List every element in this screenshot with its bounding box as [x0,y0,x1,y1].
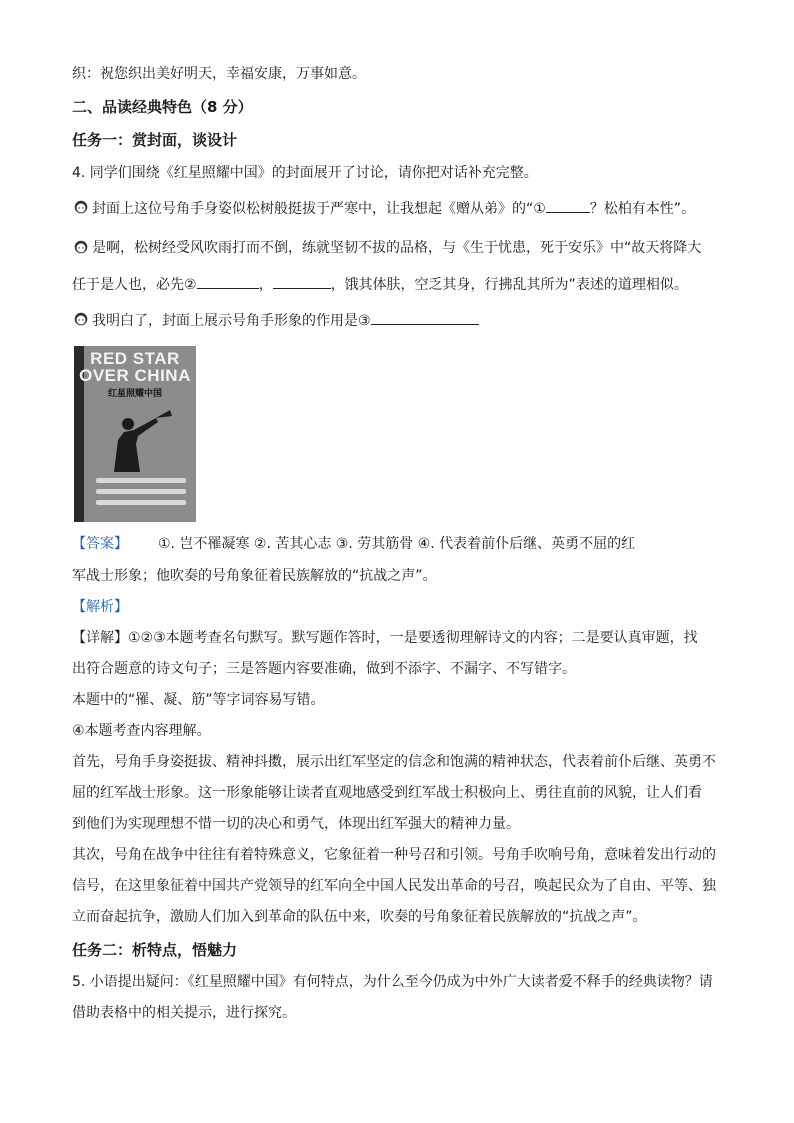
answer-blank-1[interactable] [546,198,590,213]
task-heading: 任务一：赏封面，谈设计 [72,131,238,149]
cover-title-line: RED STAR [90,349,180,368]
dialogue-text: 封面上这位号角手身姿似松树般挺拔于严寒中，让我想起《赠从弟》的“① [92,201,546,217]
dialogue-text: 我明白了，封面上展示号角手形象的作用是③ [92,313,371,329]
paragraph-line: 首先，号角手身姿挺拔、精神抖擞，展示出红军坚定的信念和饱满的精神状态，代表着前仆后继、英勇不 [72,754,716,770]
dialogue-text: ？松柏有本性”。 [589,201,696,217]
answer-blank-3[interactable] [273,274,331,289]
paragraph-line: 立而奋起抗争，激励人们加入到革命的队伍中来，吹奏的号角象征着民族解放的“抗战之声”。 [72,909,647,925]
dialogue-text: ， [258,277,273,293]
paragraph-line: 屈的红军战士形象。这一形象能够让读者直观地感受到红军战士积极向上、勇往直前的风貌，让人们看 [72,785,702,801]
question-5: 5. 小语提出疑问：《红星照耀中国》有何特点，为什么至今仍成为中外广大读者爱不释手的经典读物？请 [72,974,713,990]
dialogue-line-1 [72,198,695,219]
cover-blurb [96,472,186,511]
answer-blank-2[interactable] [197,274,259,289]
dialogue-line-2b [72,274,688,295]
boy-avatar-icon [72,238,90,256]
book-cover-image [74,346,196,522]
cover-title-line: OVER CHINA [79,366,191,385]
paragraph-line: 信号，在这里象征着中国共产党领导的红军向全中国人民发出革命的号召，唤起民众为了自由、平等、独 [72,878,716,894]
paragraph-line: 到他们为实现理想不惜一切的决心和勇气，体现出红军强大的精神力量。 [72,816,520,832]
dialogue-text: ，饿其体肤，空乏其身，行拂乱其所为”表述的道理相似。 [330,277,688,293]
section-heading: 二、品读经典特色（8 分） [72,98,253,116]
bugler-silhouette [94,402,184,472]
detail-line: ④本题考查内容理解。 [72,723,211,739]
answer-text: ①. 岂不罹凝寒 ②. 苦其心志 ③. 劳其筋骨 ④. 代表着前仆后继、英勇不屈的红 [158,536,636,552]
answer-line-1 [72,534,635,554]
girl-avatar-icon [72,199,90,217]
answer-blank-4[interactable] [371,310,479,325]
task-heading: 任务二：析特点，悟魅力 [72,941,238,959]
dialogue-text: 是啊，松树经受风吹雨打而不倒，练就坚韧不拔的品格，与《生于忧患，死于安乐》中“故天将降大 [92,240,702,256]
cover-subtitle: 红星照耀中国 [107,389,162,399]
question-4: 4. 同学们围绕《红星照耀中国》的封面展开了讨论，请你把对话补充完整。 [72,165,538,181]
detail-line: 出符合题意的诗文句子；三是答题内容要准确，做到不添字、不漏字、不写错字。 [72,661,576,677]
text-line: 织：祝您织出美好明天，幸福安康，万事如意。 [72,66,366,82]
answer-tag: 【答案】 [72,536,128,552]
question-5: 借助表格中的相关提示，进行探究。 [72,1005,296,1021]
analysis-tag: 【解析】 [72,599,128,615]
girl-avatar-icon [72,311,90,329]
dialogue-line-2 [72,238,701,258]
cover-title [74,350,196,384]
answer-line-2: 军战士形象；他吹奏的号角象征着民族解放的“抗战之声”。 [72,568,437,584]
dialogue-line-3 [72,310,479,331]
detail-line: 【详解】①②③本题考查名句默写。默写题作答时，一是要透彻理解诗文的内容；二是要认真审题，找 [72,630,698,646]
detail-line: 本题中的“罹、凝、筋”等字词容易写错。 [72,692,325,708]
paragraph-line: 其次，号角在战争中往往有着特殊意义，它象征着一种号召和引领。号角手吹响号角，意味着发出行动的 [72,847,716,863]
dialogue-text: 任于是人也，必先② [72,277,197,293]
